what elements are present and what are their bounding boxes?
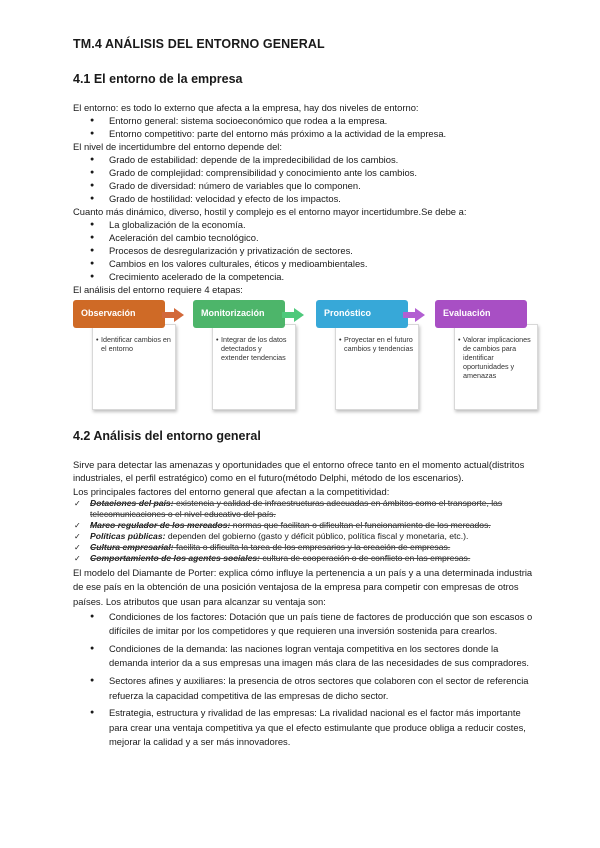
section-4-1-body [73,101,535,296]
list-item: ● Condiciones de los factores: Dotación que un país tiene de factores de producción que son escasos o difíciles de imitar por los competidores y que requieren una inversión sostenida para crearlos. [73,610,535,639]
factor-text: cultura de cooperación o de conflicto en las empresas. [260,552,471,563]
factor-name: Marco regulador de los mercados: [90,519,231,530]
arrow-icon [282,308,304,322]
stages-intro: El análisis del entorno requiere 4 etapas: [73,284,243,295]
list-item [73,542,535,553]
factor-name: Cultura empresarial: [90,541,174,552]
stage-observacion [73,300,171,412]
list-item: ● La globalización de la economía. [73,218,535,231]
stage-description: Integrar de los datos detectados y extender tendencias [221,335,287,362]
stage-description: Identificar cambios en el entorno [101,335,171,353]
stage-card: • Valorar implicaciones de cambios para identificar oportunidades y amenazas [454,324,538,410]
stage-title: Pronóstico [316,300,408,328]
uncertainty-degrees-list [73,153,535,205]
list-item: ● Grado de diversidad: número de variables que lo componen. [73,179,535,192]
list-item: ● Aceleración del cambio tecnológico. [73,231,535,244]
stage-evaluacion [435,300,530,412]
arrow-icon [162,308,184,322]
porter-diamond-intro: El modelo del Diamante de Porter: explica cómo influye la pertenencia a un país y a una determinada industria de ese país en la obtención de una posición ventajosa de la empresa para competir con empresas de otros países. Los atributos que usan para alcanzar su ventaja son: [73,566,533,607]
list-item [73,520,535,531]
stage-card: • Proyectar en el futuro cambios y tendencias [335,324,419,410]
list-item: ● Grado de estabilidad: depende de la impredecibilidad de los cambios. [73,153,535,166]
list-item: ● Condiciones de la demanda: las naciones logran ventaja competitiva en los sectores donde la demanda interior da a sus empresas una imagen más clara de las necesidades de sus compradores. [73,642,535,671]
stage-title: Evaluación [435,300,527,328]
stage-monitorizacion [193,300,288,412]
list-item: ● Entorno competitivo: parte del entorno más próximo a la actividad de la empresa. [73,127,535,140]
factor-name: Dotaciones del país: [90,497,174,508]
arrow-icon [403,308,425,322]
section-heading-4-2: 4.2 Análisis del entorno general [73,429,261,443]
competitiveness-factors-list [73,498,535,564]
list-item: ● Entorno general: sistema socioeconómico que rodea a la empresa. [73,114,535,127]
list-item: ● Grado de hostilidad: velocidad y efecto de los impactos. [73,192,535,205]
list-item: ● Crecimiento acelerado de la competencia. [73,270,535,283]
document-title: TM.4 ANÁLISIS DEL ENTORNO GENERAL [73,37,325,51]
entorno-levels-list [73,114,535,140]
stage-card: • Integrar de los datos detectados y extender tendencias [212,324,296,410]
list-item [73,498,535,520]
factors-intro: Los principales factores del entorno general que afectan a la competitividad: [73,485,390,497]
porter-attributes-list [73,610,535,750]
stage-card: • Identificar cambios en el entorno [92,324,176,410]
stage-title: Observación [73,300,165,328]
factor-text: dependen del gobierno (gasto y déficit público, política fiscal y monetaria, etc.). [165,530,469,541]
list-item: ● Grado de complejidad: comprensibilidad y conocimiento ante los cambios. [73,166,535,179]
dynamic-intro: Cuanto más dinámico, diverso, hostil y complejo es el entorno mayor incertidumbre.Se debe a: [73,206,467,217]
uncertainty-intro: El nivel de incertidumbre del entorno depende del: [73,141,282,152]
list-item: ● Procesos de desregularización y privatización de sectores. [73,244,535,257]
entorno-definition: El entorno: es todo lo externo que afecta a la empresa, hay dos niveles de entorno: [73,102,419,113]
analysis-stages-diagram [73,300,531,412]
stage-description: Proyectar en el futuro cambios y tendencias [344,335,414,353]
factor-text: normas que facilitan o dificultan el funcionamiento de los mercados. [230,519,491,530]
section-4-2-body [73,458,535,750]
section-heading-4-1: 4.1 El entorno de la empresa [73,72,243,86]
factor-text: facilita o dificulta la tarea de los empresarios y la creación de empresas. [173,541,451,552]
stage-pronostico [316,300,414,412]
factor-name: Políticas públicas: [90,530,166,541]
list-item: ● Sectores afines y auxiliares: la presencia de otros sectores que colaboren con el sector de referencia refuerza la capacidad competitiva de las empresas de dicho sector. [73,674,535,703]
uncertainty-causes-list [73,218,535,283]
list-item [73,531,535,542]
factor-name: Comportamiento de los agentes sociales: [90,552,261,563]
section-4-2-intro: Sirve para detectar las amenazas y oportunidades que el entorno ofrece tanto en el momento actual(distritos industriales, el perfil estratégico) como en el futuro(método Delphi, método de los escenarios). [73,459,525,484]
stage-description: Valorar implicaciones de cambios para identificar oportunidades y amenazas [463,335,531,380]
list-item [73,553,535,564]
stage-title: Monitorización [193,300,285,328]
factor-text: existencia y calidad de infraestructuras adecuadas en ámbitos como el transporte, las telecomunicaciones o el nivel educativo del país. [90,497,503,519]
list-item: ● Cambios en los valores culturales, éticos y medioambientales. [73,257,535,270]
list-item: ● Estrategia, estructura y rivalidad de las empresas: La rivalidad nacional es el factor más importante para crear una ventaja competitiva ya que el efecto estimulante que produce obliga a reducir costes, mejorar la calidad y a ser más innovadores. [73,706,535,750]
